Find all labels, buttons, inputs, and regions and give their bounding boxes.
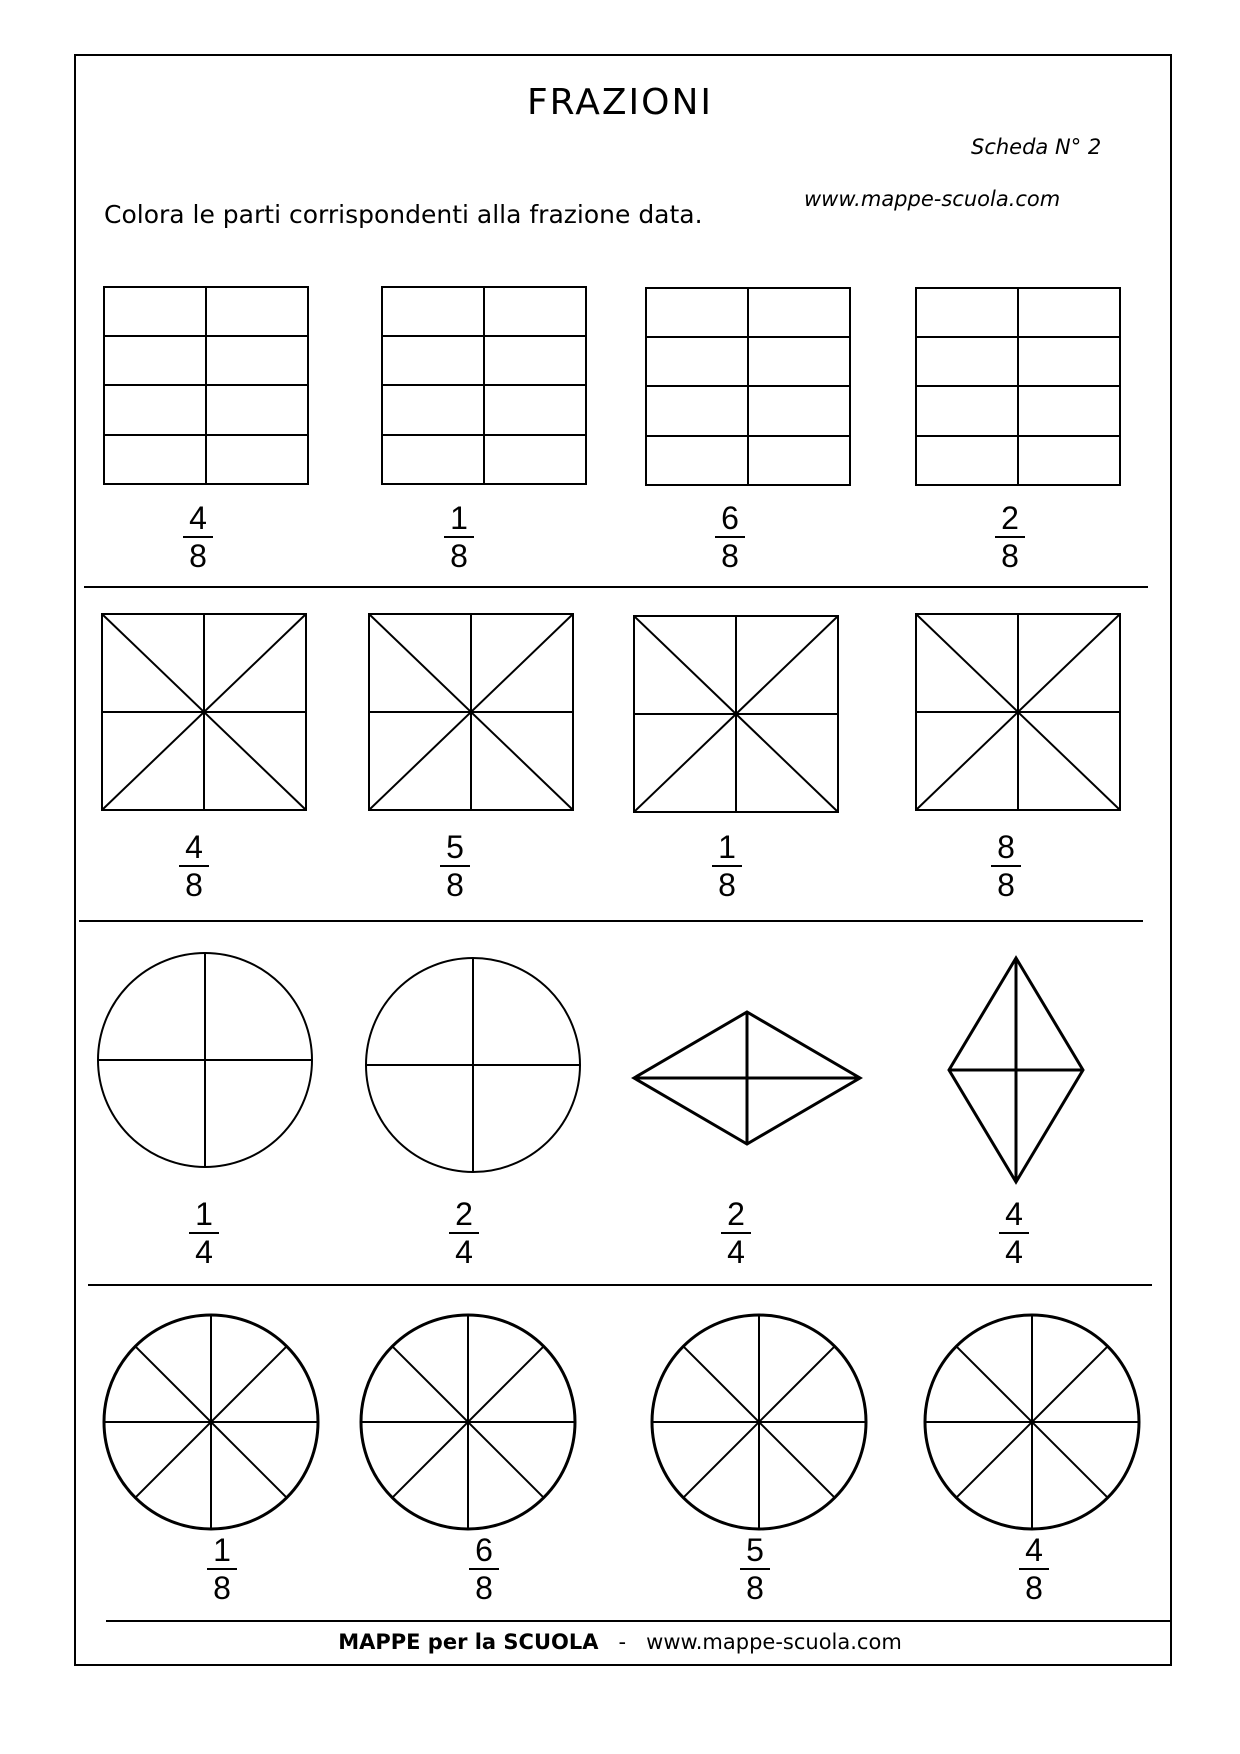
fraction-label [700, 500, 760, 574]
fraction-numerator: 4 [1019, 1532, 1049, 1570]
fraction-label [706, 1196, 766, 1270]
fraction-denominator: 8 [721, 538, 739, 574]
fraction-label [725, 1532, 785, 1606]
fraction-denominator: 4 [195, 1234, 213, 1270]
circle-eighths-shape[interactable] [104, 1315, 318, 1529]
fraction-numerator: 4 [179, 829, 209, 867]
fraction-numerator: 5 [740, 1532, 770, 1570]
rectangle-grid-shape[interactable] [646, 288, 850, 485]
rhombus-shape[interactable] [634, 1012, 860, 1144]
fraction-denominator: 8 [1025, 1570, 1043, 1606]
square-star-shape[interactable] [102, 614, 306, 810]
square-star-shape[interactable] [369, 614, 573, 810]
rectangle-grid-shape[interactable] [104, 287, 308, 484]
fraction-denominator: 8 [1001, 538, 1019, 574]
fraction-numerator: 1 [712, 829, 742, 867]
sheet-number: Scheda N° 2 [971, 135, 1102, 159]
fraction-denominator: 8 [189, 538, 207, 574]
fraction-numerator: 2 [995, 500, 1025, 538]
fraction-denominator: 8 [185, 867, 203, 903]
square-star-shape[interactable] [634, 616, 838, 812]
fraction-label [697, 829, 757, 903]
fraction-numerator: 1 [207, 1532, 237, 1570]
fraction-label [434, 1196, 494, 1270]
fraction-label [174, 1196, 234, 1270]
fraction-denominator: 4 [1005, 1234, 1023, 1270]
circle-eighths-shape[interactable] [652, 1315, 866, 1529]
fraction-denominator: 8 [213, 1570, 231, 1606]
fraction-label [168, 500, 228, 574]
rhombus-shape[interactable] [949, 958, 1083, 1182]
circle-eighths-shape[interactable] [925, 1315, 1139, 1529]
fraction-label [429, 500, 489, 574]
fraction-numerator: 1 [444, 500, 474, 538]
circle-eighths-shape[interactable] [361, 1315, 575, 1529]
fraction-label [980, 500, 1040, 574]
fraction-label [976, 829, 1036, 903]
fraction-numerator: 6 [715, 500, 745, 538]
footer-separator: - [618, 1630, 627, 1654]
page-title: FRAZIONI [526, 82, 714, 123]
header-website: www.mappe-scuola.com [804, 187, 1061, 211]
fraction-numerator: 8 [991, 829, 1021, 867]
fraction-label [1004, 1532, 1064, 1606]
fraction-denominator: 8 [446, 867, 464, 903]
fraction-denominator: 8 [450, 538, 468, 574]
fraction-numerator: 4 [999, 1196, 1029, 1234]
fraction-label [164, 829, 224, 903]
footer-website[interactable]: www.mappe-scuola.com [646, 1630, 902, 1654]
fraction-numerator: 4 [183, 500, 213, 538]
fraction-denominator: 8 [997, 867, 1015, 903]
fraction-denominator: 8 [718, 867, 736, 903]
fraction-label [192, 1532, 252, 1606]
fraction-denominator: 4 [727, 1234, 745, 1270]
fraction-denominator: 8 [746, 1570, 764, 1606]
instruction-text: Colora le parti corrispondenti alla frazione data. [104, 200, 703, 229]
rectangle-grid-shape[interactable] [382, 287, 586, 484]
fraction-label [454, 1532, 514, 1606]
rectangle-grid-shape[interactable] [916, 288, 1120, 485]
footer-brand: MAPPE per la SCUOLA [338, 1630, 599, 1654]
fraction-numerator: 1 [189, 1196, 219, 1234]
fraction-numerator: 2 [449, 1196, 479, 1234]
fraction-label [425, 829, 485, 903]
fraction-denominator: 8 [475, 1570, 493, 1606]
footer [0, 1630, 1240, 1654]
fraction-denominator: 4 [455, 1234, 473, 1270]
fraction-numerator: 5 [440, 829, 470, 867]
fraction-numerator: 2 [721, 1196, 751, 1234]
circle-quarters-shape[interactable] [366, 958, 580, 1172]
square-star-shape[interactable] [916, 614, 1120, 810]
fraction-label [984, 1196, 1044, 1270]
fraction-numerator: 6 [469, 1532, 499, 1570]
circle-quarters-shape[interactable] [98, 953, 312, 1167]
